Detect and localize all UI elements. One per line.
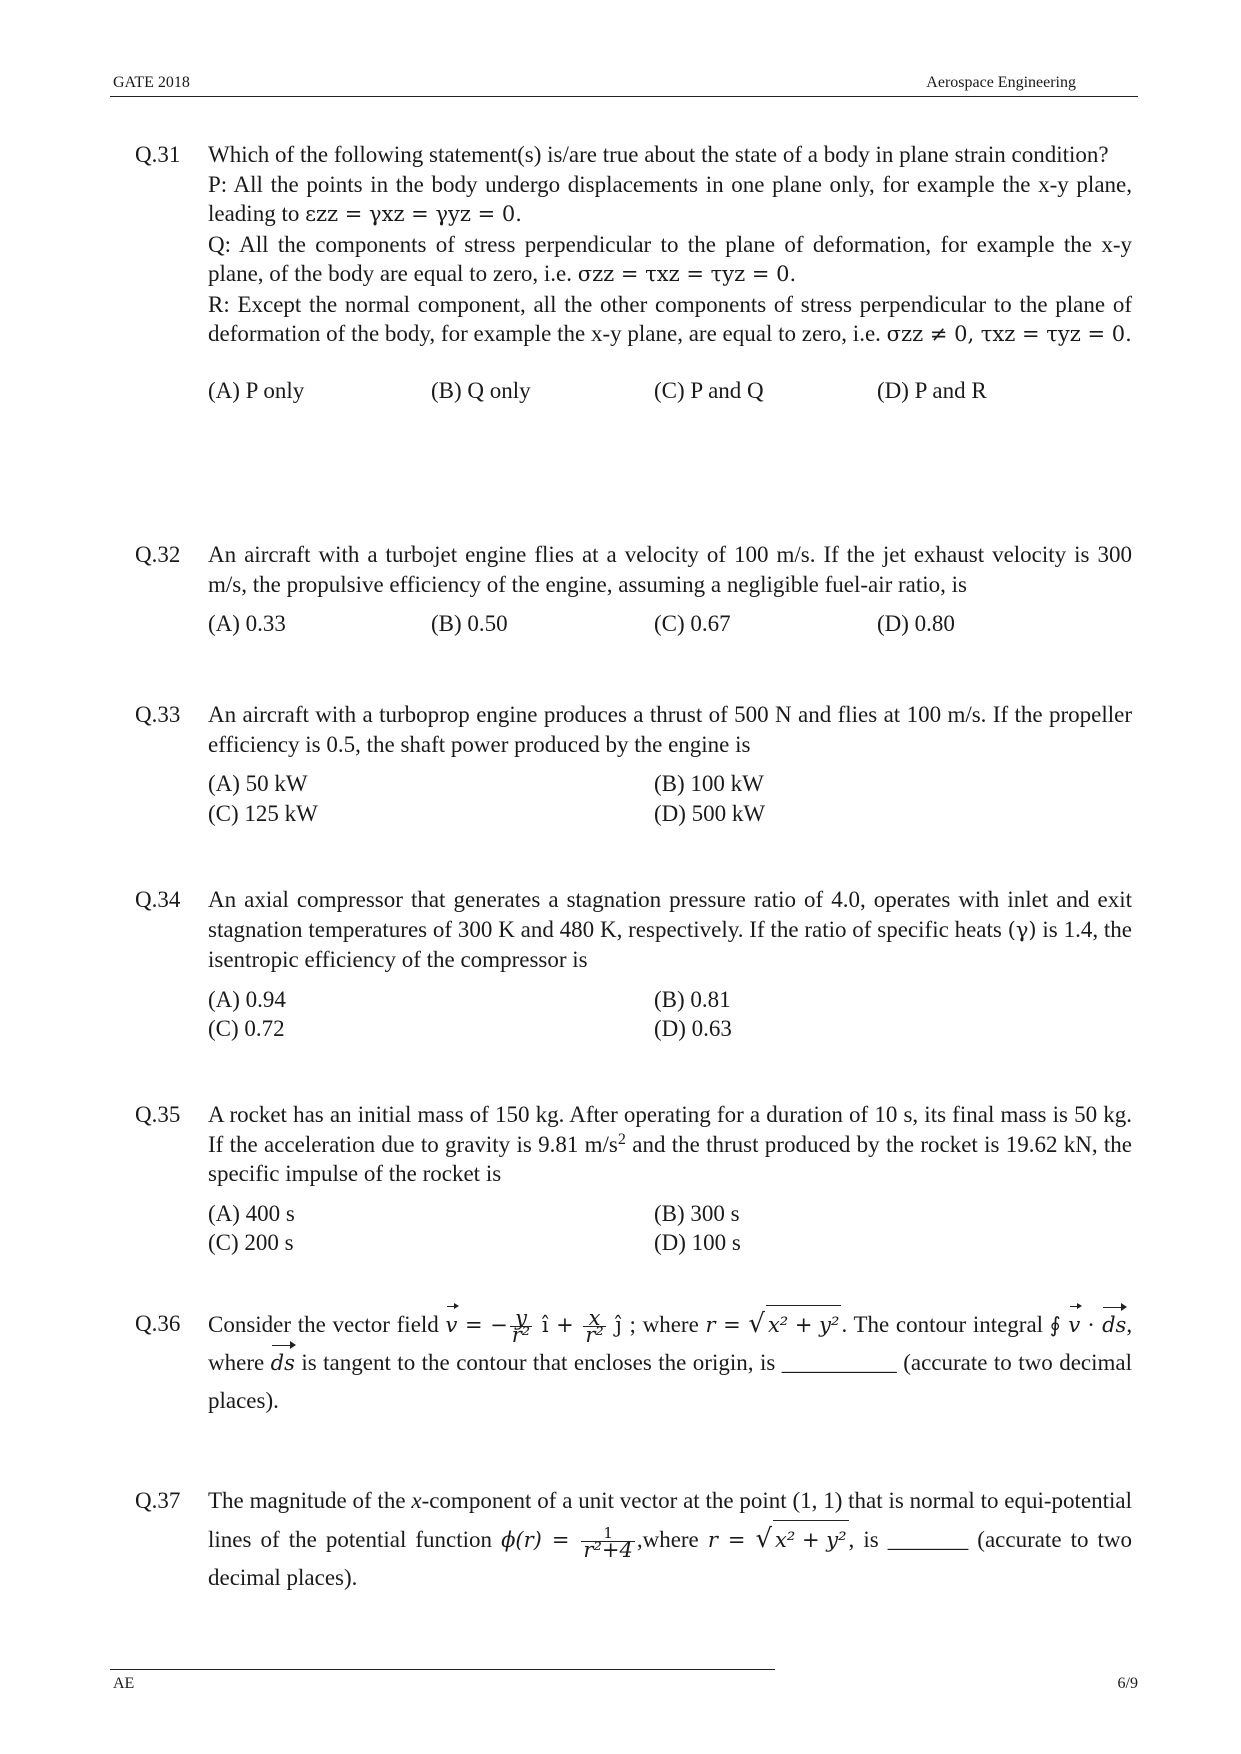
option-d[interactable]: (D) 0.63 [654, 1016, 732, 1041]
header-divider [110, 96, 1138, 97]
contour-integral-formula: ∮ v · ds [1050, 1313, 1127, 1337]
question-number: Q.34 [135, 887, 181, 912]
question-34 [135, 885, 1132, 1044]
question-31 [135, 140, 1132, 405]
options [208, 1199, 1132, 1258]
option-a[interactable]: (A) 0.33 [208, 611, 286, 636]
footer-divider [110, 1669, 775, 1670]
radius-formula: r = √ x² + y² [708, 1528, 849, 1552]
vector-field-formula: v = − $\frac{y}{\text{r²}}$ î + $\frac{x}{\text{r²}}$ ĵ [445, 1306, 630, 1347]
option-b[interactable]: (B) Q only [431, 377, 531, 403]
statement-r-math: σzz ≠ 0, τxz = τyz = 0. [886, 322, 1132, 346]
gamma-symbol: (γ) [1007, 917, 1037, 942]
question-32 [135, 540, 1132, 639]
options [208, 985, 1132, 1044]
footer-page-number: 6/9 [1117, 1675, 1138, 1692]
option-b[interactable]: (B) 0.50 [431, 611, 508, 636]
options [208, 609, 1132, 639]
statement-q-math: σzz = τxz = τyz = 0. [577, 262, 797, 286]
question-36 [135, 1305, 1132, 1420]
statement-r: R: Except the normal component, all the other components of stress perpendicular to the plane of deformation of the body, for example the x-y plane, are equal to zero, i.e. σzz ≠ 0, τxz = τyz = 0. [208, 291, 1132, 346]
option-a[interactable]: (A) 0.94 [208, 986, 286, 1012]
option-a[interactable]: (A) 50 kW [208, 771, 308, 796]
option-c[interactable]: (C) 0.67 [654, 611, 731, 636]
option-a[interactable]: (A) 400 s [208, 1200, 295, 1226]
options [208, 376, 1132, 406]
options [208, 769, 1132, 828]
potential-function-formula: ϕ(r) = $\frac{1}{\text{r²+4}}$ [501, 1524, 633, 1562]
question-stem: An axial compressor that generates a stagnation pressure ratio of 4.0, operates with inlet and exit stagnation temperatures of 300 K and 480 K, respectively. If the ratio of specific heats (γ) is 1.4, the isentropic efficiency of the compressor is [208, 887, 1132, 972]
statement-p: P: All the points in the body undergo displacements in one plane only, for example the x-y plane, leading to εzz = γxz = γyz = 0. [208, 171, 1132, 226]
header-exam-name: GATE 2018 [113, 74, 190, 91]
statement-p-math: εzz = γxz = γyz = 0. [305, 202, 522, 226]
question-number: Q.31 [135, 142, 181, 167]
option-b[interactable]: (B) 0.81 [654, 986, 731, 1012]
question-33 [135, 700, 1132, 828]
question-stem: The magnitude of the x-component of a unit vector at the point (1, 1) that is normal to equi-potential lines of the potential function ϕ(r) = $\frac{1}{\text{r²+4}}$ ,where r = √ x² + y², is _______ (accurate to two decimal places). [208, 1488, 1133, 1590]
option-a[interactable]: (A) P only [208, 377, 305, 403]
question-number: Q.35 [135, 1102, 181, 1127]
radius-formula: r = √ x² + y² [706, 1313, 842, 1337]
question-number: Q.37 [135, 1488, 181, 1513]
option-c[interactable]: (C) 0.72 [208, 1016, 285, 1041]
question-stem: An aircraft with a turbojet engine flies at a velocity of 100 m/s. If the jet exhaust velocity is 300 m/s, the propulsive efficiency of the engine, assuming a negligible fuel-air ratio, is [208, 542, 1132, 597]
option-d[interactable]: (D) 0.80 [877, 611, 955, 636]
question-37 [135, 1482, 1132, 1597]
option-c[interactable]: (C) P and Q [654, 377, 764, 403]
footer-paper-code: AE [113, 1675, 135, 1692]
option-c[interactable]: (C) 200 s [208, 1230, 294, 1255]
superscript: 2 [617, 1130, 626, 1148]
option-d[interactable]: (D) P and R [877, 377, 987, 403]
question-35 [135, 1100, 1132, 1258]
question-number: Q.32 [135, 542, 181, 567]
option-b[interactable]: (B) 300 s [654, 1200, 740, 1226]
question-number: Q.36 [135, 1311, 181, 1336]
header-subject: Aerospace Engineering [926, 74, 1076, 91]
option-d[interactable]: (D) 500 kW [654, 800, 766, 826]
statement-q: Q: All the components of stress perpendicular to the plane of deformation, for example the x-y plane, of the body are equal to zero, i.e. σzz = τxz = τyz = 0. [208, 231, 1132, 286]
question-stem: A rocket has an initial mass of 150 kg. After operating for a duration of 10 s, its final mass is 50 kg. If the acceleration due to gravity is 9.81 $m/s^2$ and the thrust produced by the rocket is 19.62 kN, the specific impulse of the rocket is [208, 1102, 1133, 1186]
option-b[interactable]: (B) 100 kW [654, 771, 764, 796]
ds-symbol: ds [271, 1344, 295, 1382]
option-d[interactable]: (D) 100 s [654, 1230, 741, 1255]
question-stem: Which of the following statement(s) is/are true about the state of a body in plane strain condition? [208, 142, 1109, 167]
option-c[interactable]: (C) 125 kW [208, 800, 318, 826]
question-number: Q.33 [135, 702, 181, 727]
question-stem: An aircraft with a turboprop engine produces a thrust of 500 N and flies at 100 m/s. If the propeller efficiency is 0.5, the shaft power produced by the engine is [208, 702, 1132, 757]
question-stem: Consider the vector field v = − $\frac{y}{\text{r²}}$ î + $\frac{x}{\text{r²}}$ ĵ ; where r = √ x² + y². The contour integral ∮ v · ds, where ds is tangent to the contour that encloses the origin, is __________ (accurate to two decimal places). [208, 1306, 1133, 1413]
